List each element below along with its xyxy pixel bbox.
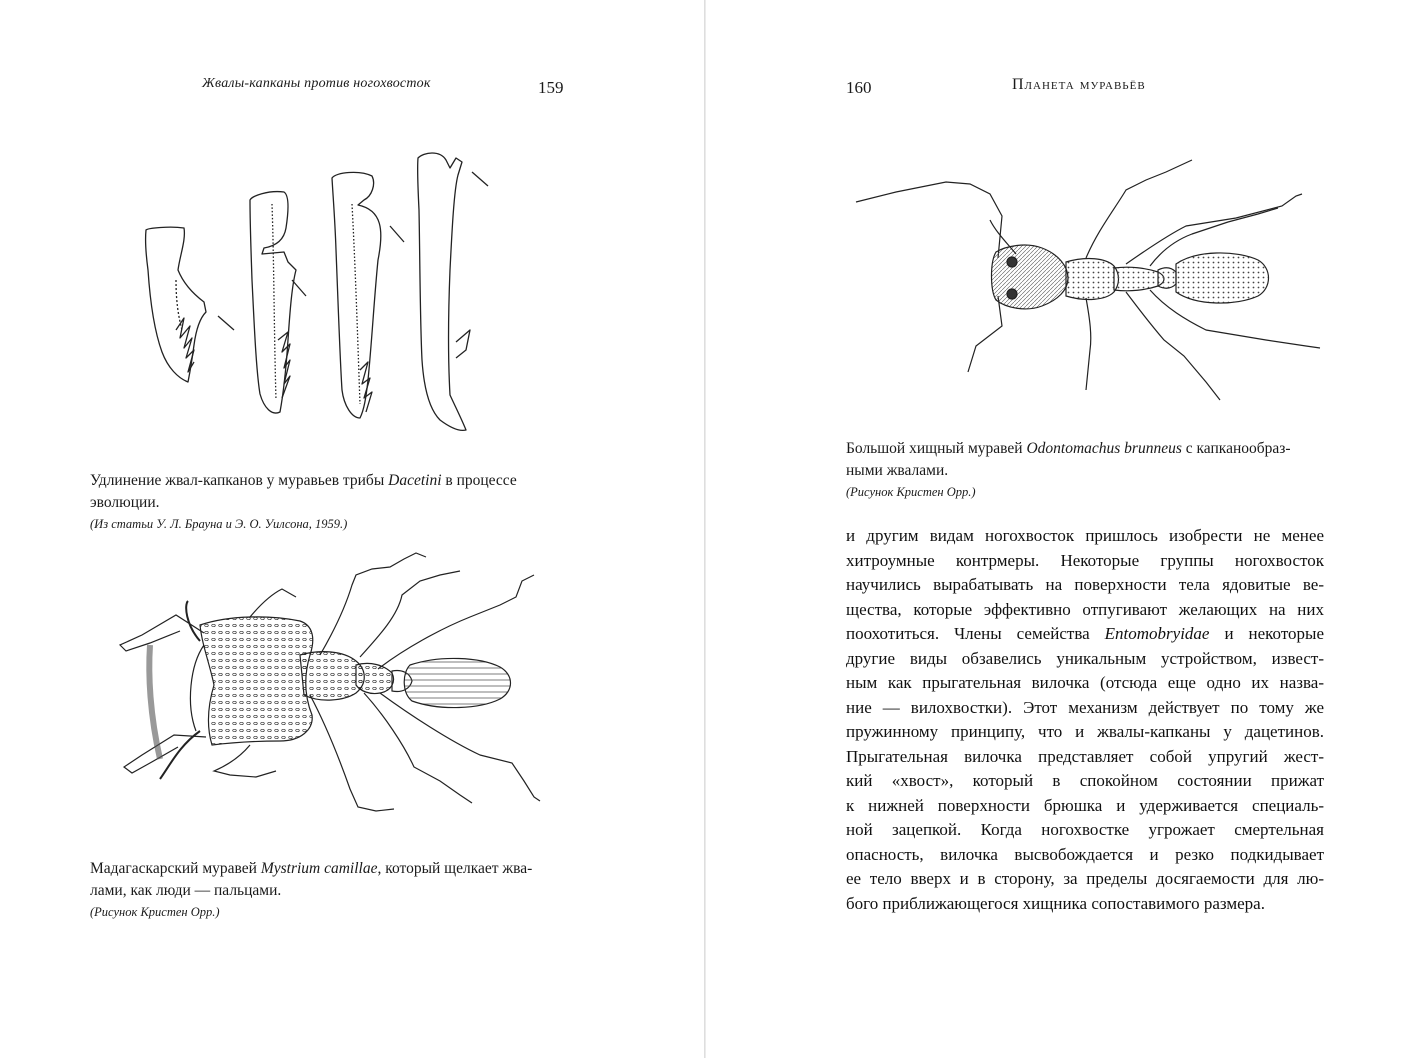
ant-head — [992, 245, 1069, 309]
body-text — [846, 524, 1324, 916]
body-line: бого приближающегося хищника сопоставимого размера. — [846, 893, 1265, 913]
body-line: пружинному принципу, что и жвалы-капканы у дацетинов. — [846, 722, 1324, 741]
figure3-caption-line2: ными жвалами. — [846, 462, 949, 479]
body-line-part: поохотиться. Члены семейства — [846, 624, 1105, 643]
taxon-name: Entomobryidae — [1104, 624, 1210, 643]
body-line: щества, которые эффективно отпугивают желающих на них — [846, 599, 1324, 619]
mandible-evolution-drawing — [0, 0, 705, 440]
body-line: научились вырабатывать на поверхности тела ядовитые ве- — [846, 575, 1324, 594]
figure1-credit: (Из статьи У. Л. Брауна и Э. О. Уилсона, 1959.) — [90, 517, 348, 531]
figure3-caption-text: Большой хищный муравей — [846, 440, 1027, 457]
body-line: и другим видам ногохвосток пришлось изобрести не менее — [846, 526, 1324, 545]
right-page — [706, 0, 1410, 1058]
body-line: кий «хвост», который в спокойном состоянии прижат — [846, 771, 1324, 790]
figure1-caption — [90, 470, 517, 533]
body-line: хитроумные контрмеры. Некоторые группы ногохвосток — [846, 550, 1324, 570]
figure2-caption-italic: Mystrium camillae — [260, 860, 378, 877]
body-line-part: и некоторые — [1209, 624, 1325, 643]
ant-thorax — [300, 652, 364, 700]
running-head-left: Жвалы-капканы против ногохвосток — [202, 76, 431, 91]
figure2-credit: (Рисунок Кристен Орр.) — [90, 905, 220, 919]
body-line: ее тело вверх и в сторону, за пределы досягаемости для лю- — [846, 869, 1324, 888]
body-line: другие виды обзавелись уникальным устройством, извест- — [846, 648, 1324, 668]
mandible-1 — [146, 227, 206, 382]
figure1-caption-italic: Dacetini — [388, 472, 442, 489]
figure2-caption — [90, 858, 532, 921]
body-line: ние — вилохвостки). Этот механизм действует по тому же — [846, 697, 1324, 717]
page-number-left: 159 — [538, 78, 564, 97]
figure1-caption-text: Удлинение жвал-капканов у муравьев трибы — [90, 472, 389, 489]
figure2-caption-text-end: , который щелкает жва- — [377, 860, 533, 877]
body-line: опасность, вилочка высвобождается и резко подкидывает — [846, 844, 1324, 864]
body-line: ной зацепкой. Когда ногохвостке угрожает смертельная — [846, 820, 1324, 839]
figure1-caption-line2: эволюции. — [90, 494, 160, 511]
figure2-caption-line2: лами, как люди — пальцами. — [90, 882, 282, 899]
ant-thorax — [1066, 259, 1119, 300]
body-line: к нижней поверхности брюшка и удерживается специаль- — [846, 795, 1324, 815]
figure1-caption-text-end: в процессе — [441, 472, 517, 489]
mandible-4 — [418, 153, 466, 430]
figure3-credit: (Рисунок Кристен Орр.) — [846, 485, 976, 499]
figure3-caption — [846, 438, 1291, 501]
body-line: Прыгательная вилочка представляет собой упругий жест- — [846, 746, 1324, 766]
figure2-caption-text: Мадагаскарский муравей — [90, 860, 261, 877]
page-number-right: 160 — [846, 78, 872, 97]
body-line-with-taxon — [846, 622, 1324, 647]
odontomachus-ant-drawing — [706, 150, 1410, 410]
mystrium-ant-drawing — [0, 545, 705, 845]
figure3-caption-text-end: с капканообраз- — [1181, 440, 1291, 457]
ant-gaster — [1176, 253, 1269, 303]
running-head-right: Планета муравьёв — [1012, 76, 1146, 93]
ant-gaster — [404, 658, 510, 707]
body-line: ным как прыгательная вилочка (отсюда еще одно их назва- — [846, 673, 1324, 692]
figure3-caption-italic: Odontomachus brunneus — [1026, 440, 1182, 457]
ant-head — [200, 617, 313, 745]
